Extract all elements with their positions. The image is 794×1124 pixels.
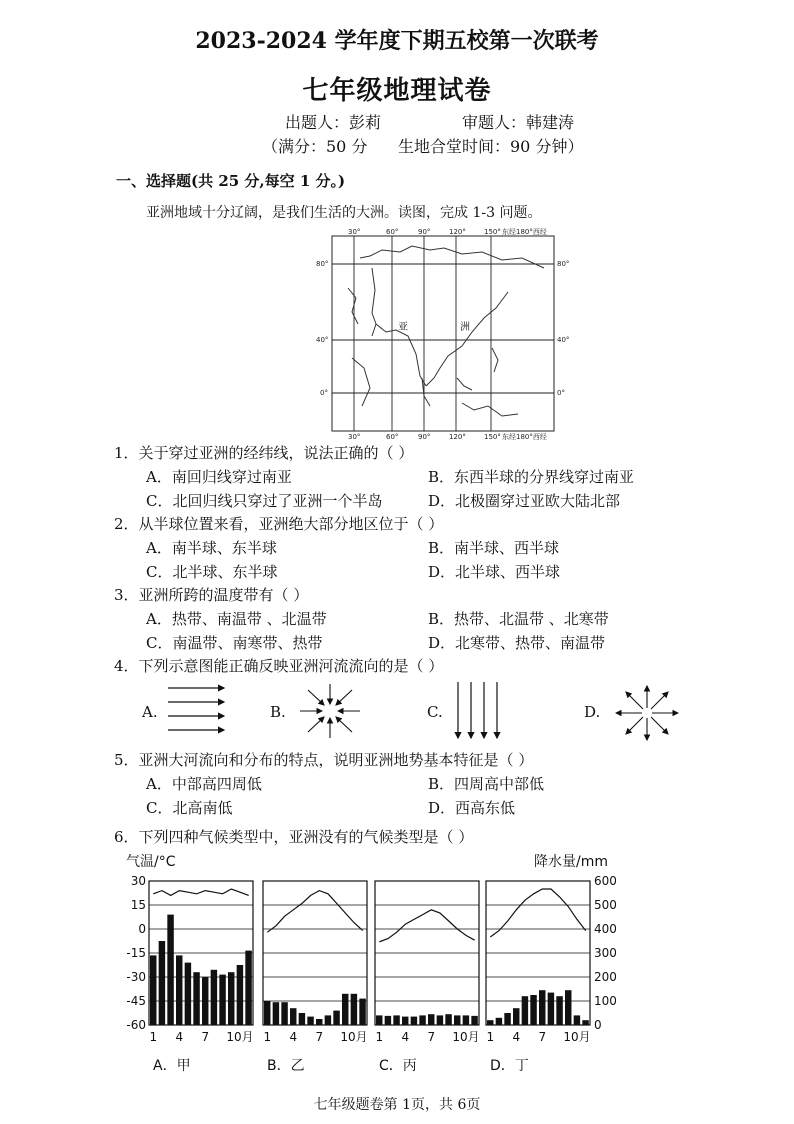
- x-tick-label: 7: [538, 1030, 547, 1044]
- right-tick-label: 400: [594, 922, 617, 936]
- precip-bar: [496, 1018, 502, 1025]
- x-tick-label: 1: [149, 1030, 158, 1044]
- map-bottom-label: 90°: [418, 433, 431, 440]
- x-tick-label: 10月: [452, 1030, 480, 1044]
- precip-bar: [159, 941, 165, 1025]
- page-footer: 七年级题卷第 1页，共 6页: [313, 1097, 481, 1113]
- reviewer-label: 审题人：韩建涛: [462, 113, 575, 132]
- precip-bar: [307, 1017, 313, 1025]
- precip-bar: [273, 1002, 279, 1025]
- right-tick-label: 100: [594, 994, 617, 1008]
- asia-map: [312, 228, 572, 440]
- precip-bar: [299, 1013, 305, 1025]
- precip-bar: [445, 1014, 451, 1025]
- question-6: 6．下列四种气候类型中，亚洲没有的气候类型是（ ）: [114, 828, 474, 846]
- map-region-char: 洲: [460, 322, 470, 333]
- x-tick-label: 7: [315, 1030, 324, 1044]
- precip-bar: [237, 965, 243, 1025]
- map-top-label: 90°: [418, 228, 431, 236]
- left-tick-label: 15: [130, 898, 146, 912]
- precip-bar: [522, 996, 528, 1025]
- precip-bar: [185, 963, 191, 1025]
- x-tick-label: 4: [289, 1030, 298, 1044]
- q5-option-a[interactable]: A．中部高四周低: [146, 775, 262, 793]
- q3-option-c[interactable]: C．南温带、南寒带、热带: [146, 634, 323, 652]
- q4-option-a[interactable]: A.: [142, 703, 158, 721]
- precip-bar: [351, 994, 357, 1025]
- inward-arrows-icon: [298, 682, 362, 740]
- map-top-label: 150°: [484, 228, 501, 236]
- left-tick-label: -30: [126, 970, 146, 984]
- left-tick-label: 0: [138, 922, 146, 936]
- map-left-label: 80°: [316, 260, 329, 268]
- right-tick-label: 300: [594, 946, 617, 960]
- map-left-label: 40°: [316, 336, 329, 344]
- map-region-char: 亚: [398, 322, 408, 333]
- precip-bar: [385, 1016, 391, 1025]
- right-tick-label: 200: [594, 970, 617, 984]
- q3-option-d[interactable]: D．北寒带、热带、南温带: [428, 634, 606, 652]
- q3-option-b[interactable]: B．热带、北温带 、北寒带: [428, 610, 609, 628]
- precip-bar: [463, 1015, 469, 1025]
- precip-bar: [376, 1015, 382, 1025]
- x-tick-label: 10月: [340, 1030, 368, 1044]
- precip-bar: [487, 1020, 493, 1025]
- precip-bar: [342, 994, 348, 1025]
- precip-bar: [513, 1008, 519, 1025]
- precip-bar: [281, 1002, 287, 1025]
- x-tick-label: 7: [201, 1030, 210, 1044]
- climate-panel: [486, 881, 591, 1044]
- author-label: 出题人：彭莉: [285, 113, 382, 132]
- precip-bar: [393, 1015, 399, 1025]
- outward-arrows-icon: [612, 682, 682, 744]
- x-tick-label: 4: [401, 1030, 410, 1044]
- precip-bar: [419, 1015, 425, 1025]
- section-intro: 亚洲地域十分辽阔，是我们生活的大洲。读图，完成 1-3 问题。: [146, 205, 542, 221]
- left-tick-label: 30: [130, 874, 146, 888]
- climate-panel: [375, 881, 480, 1044]
- exam-title: 2023-2024 学年度下期五校第一次联考: [195, 28, 599, 54]
- q4-option-b[interactable]: B.: [270, 703, 286, 721]
- precip-bar: [530, 995, 536, 1025]
- q2-option-b[interactable]: B．南半球、西半球: [428, 539, 560, 557]
- exam-subtitle: 七年级地理试卷: [302, 76, 492, 106]
- map-bottom-label: 150°: [484, 433, 501, 440]
- map-top-label: 120°: [449, 228, 466, 236]
- left-tick-label: -15: [126, 946, 146, 960]
- q1-option-b[interactable]: B．东西半球的分界线穿过南亚: [428, 468, 635, 486]
- precip-bar: [245, 951, 251, 1025]
- q5-option-b[interactable]: B．四周高中部低: [428, 775, 545, 793]
- map-top-label: 东经180°西经: [502, 228, 547, 236]
- precip-bar: [325, 1015, 331, 1025]
- map-top-label: 30°: [348, 228, 361, 236]
- x-tick-label: 7: [427, 1030, 436, 1044]
- q2-option-c[interactable]: C．北半球、东半球: [146, 563, 278, 581]
- map-right-label: 0°: [557, 389, 565, 397]
- precip-bar: [574, 1015, 580, 1025]
- precip-bar: [402, 1017, 408, 1025]
- precip-bar: [539, 990, 545, 1025]
- precip-bar: [582, 1020, 588, 1025]
- parallel-arrows-icon: [164, 680, 230, 740]
- x-tick-label: 10月: [563, 1030, 591, 1044]
- precip-bar: [316, 1019, 322, 1025]
- right-tick-label: 0: [594, 1018, 602, 1032]
- precip-bar: [176, 955, 182, 1025]
- q4-option-d[interactable]: D.: [584, 703, 601, 721]
- map-top-label: 60°: [386, 228, 399, 236]
- full-score: （满分：50 分: [262, 137, 368, 156]
- x-tick-label: 4: [175, 1030, 184, 1044]
- x-tick-label: 4: [512, 1030, 521, 1044]
- precip-bar: [471, 1016, 477, 1025]
- panel-label[interactable]: A．甲: [153, 1058, 191, 1074]
- climate-panel: [149, 881, 254, 1044]
- panel-label[interactable]: B．乙: [267, 1058, 305, 1074]
- map-left-label: 0°: [320, 389, 328, 397]
- question-5: 5．亚洲大河流向和分布的特点，说明亚洲地势基本特征是（ ）: [114, 751, 534, 769]
- q4-option-c[interactable]: C.: [427, 703, 443, 721]
- question-1: 1．关于穿过亚洲的经纬线，说法正确的（ ）: [114, 444, 414, 462]
- precip-bar: [428, 1014, 434, 1025]
- downward-arrows-icon: [452, 680, 508, 742]
- climate-charts: [116, 848, 626, 1078]
- right-axis-title: 降水量/mm: [534, 854, 608, 870]
- exam-time: 生地合堂时间：90 分钟）: [398, 137, 584, 156]
- precip-bar: [359, 999, 365, 1025]
- precip-bar: [167, 915, 173, 1025]
- left-axis-title: 气温/°C: [126, 854, 176, 870]
- precip-bar: [264, 1001, 270, 1025]
- left-tick-label: -60: [126, 1018, 146, 1032]
- right-tick-label: 600: [594, 874, 617, 888]
- q5-option-c[interactable]: C．北高南低: [146, 799, 233, 817]
- precip-bar: [411, 1017, 417, 1025]
- x-tick-label: 1: [375, 1030, 384, 1044]
- q3-option-a[interactable]: A．热带、南温带 、北温带: [146, 610, 327, 628]
- precip-bar: [150, 955, 156, 1025]
- map-bottom-label: 120°: [449, 433, 466, 440]
- precip-bar: [504, 1013, 510, 1025]
- climate-panel: [263, 881, 368, 1044]
- x-tick-label: 1: [486, 1030, 495, 1044]
- map-bottom-label: 60°: [386, 433, 399, 440]
- precip-bar: [202, 977, 208, 1025]
- precip-bar: [193, 972, 199, 1025]
- q1-option-d[interactable]: D．北极圈穿过亚欧大陆北部: [428, 492, 621, 510]
- precip-bar: [290, 1008, 296, 1025]
- precip-bar: [211, 970, 217, 1025]
- right-tick-label: 500: [594, 898, 617, 912]
- q2-option-d[interactable]: D．北半球、西半球: [428, 563, 561, 581]
- q1-option-a[interactable]: A．南回归线穿过南亚: [146, 468, 292, 486]
- x-tick-label: 1: [263, 1030, 272, 1044]
- x-tick-label: 10月: [226, 1030, 254, 1044]
- precip-bar: [454, 1015, 460, 1025]
- q1-option-c[interactable]: C．北回归线只穿过了亚洲一个半岛: [146, 492, 383, 510]
- precip-bar: [548, 993, 554, 1025]
- map-right-label: 80°: [557, 260, 570, 268]
- question-4: 4．下列示意图能正确反映亚洲河流流向的是（ ）: [114, 657, 444, 675]
- q2-option-a[interactable]: A．南半球、东半球: [146, 539, 277, 557]
- left-tick-label: -45: [126, 994, 146, 1008]
- precip-bar: [556, 996, 562, 1025]
- map-bottom-label: 30°: [348, 433, 361, 440]
- question-3: 3．亚洲所跨的温度带有（ ）: [114, 586, 309, 604]
- panel-label[interactable]: D．丁: [490, 1058, 529, 1074]
- precip-bar: [219, 975, 225, 1025]
- map-bottom-label: 东经180°西经: [502, 433, 547, 440]
- panel-label[interactable]: C．丙: [379, 1058, 417, 1074]
- question-2: 2．从半球位置来看，亚洲绝大部分地区位于（ ）: [114, 515, 444, 533]
- map-right-label: 40°: [557, 336, 570, 344]
- precip-bar: [437, 1015, 443, 1025]
- q5-option-d[interactable]: D．西高东低: [428, 799, 516, 817]
- precip-bar: [228, 972, 234, 1025]
- section-title: 一、选择题(共 25 分,每空 1 分。): [116, 172, 346, 190]
- precip-bar: [565, 990, 571, 1025]
- precip-bar: [333, 1011, 339, 1025]
